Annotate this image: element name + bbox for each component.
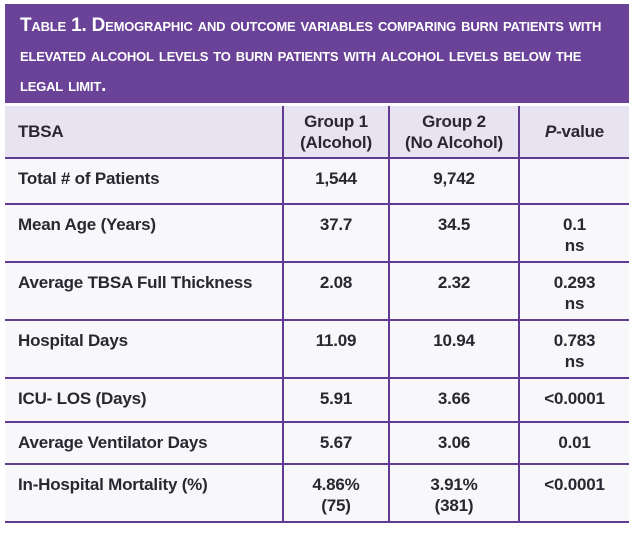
group1-value: 11.09: [283, 320, 389, 378]
column-header-group2: [389, 106, 519, 158]
group1-count: (75): [321, 496, 351, 515]
table-row: [5, 158, 629, 204]
table-row: [5, 320, 629, 378]
table-row: [5, 204, 629, 262]
table-row: [5, 262, 629, 320]
pvalue-cell: [519, 204, 629, 262]
row-label: Average Ventilator Days: [18, 433, 208, 452]
column-header-group2-line1: Group 2: [422, 111, 486, 131]
pvalue-value: [519, 158, 629, 204]
pvalue-significance-note: ns: [564, 236, 585, 255]
row-label: Average TBSA Full Thickness: [18, 273, 253, 292]
group2-value: 3.66: [389, 378, 519, 422]
pvalue-value: 0.1: [562, 215, 587, 234]
column-header-group1-line1: Group 1: [304, 111, 368, 131]
row-label: ICU- LOS (Days): [18, 389, 147, 408]
row-label: Total # of Patients: [18, 169, 160, 188]
column-header-pvalue: [519, 106, 629, 158]
pvalue-suffix: -value: [556, 122, 605, 141]
column-header-group2-line2: (No Alcohol): [404, 132, 503, 152]
row-label: Hospital Days: [18, 331, 128, 350]
group1-value-cell: [283, 464, 389, 522]
pvalue-significance-note: ns: [564, 294, 585, 313]
column-header-group1: [283, 106, 389, 158]
group2-value-cell: [389, 464, 519, 522]
group2-value: 9,742: [389, 158, 519, 204]
header-row: [5, 106, 629, 158]
group2-value: 2.32: [389, 262, 519, 320]
pvalue-cell: [519, 320, 629, 378]
pvalue-value: 0.01: [519, 422, 629, 464]
table-title-banner: [5, 4, 629, 103]
group2-count: (381): [434, 496, 474, 515]
group1-value: 1,544: [283, 158, 389, 204]
table-title: Table 1. Demographic and outcome variables comparing burn patients with elevated alcohol levels to burn patients with alcohol levels below the legal limit.: [20, 15, 602, 96]
pvalue-value: <0.0001: [519, 378, 629, 422]
pvalue-value: 0.293: [553, 273, 596, 292]
group2-value: 3.91%: [430, 475, 478, 494]
pvalue-value: <0.0001: [519, 464, 629, 522]
pvalue-italic-p: P: [544, 122, 557, 141]
data-table: [5, 106, 629, 523]
group1-value: 5.67: [283, 422, 389, 464]
group1-value: 37.7: [283, 204, 389, 262]
row-label: Mean Age (Years): [18, 215, 156, 234]
pvalue-cell: [519, 262, 629, 320]
table-row: [5, 378, 629, 422]
group2-value: 34.5: [389, 204, 519, 262]
group1-value: 5.91: [283, 378, 389, 422]
pvalue-value: 0.783: [553, 331, 596, 350]
column-header-tbsa: TBSA: [18, 122, 64, 141]
row-label: In-Hospital Mortality (%): [18, 475, 208, 494]
group2-value: 3.06: [389, 422, 519, 464]
table-row: [5, 422, 629, 464]
group1-value: 2.08: [283, 262, 389, 320]
column-header-group1-line2: (Alcohol): [300, 132, 372, 152]
pvalue-significance-note: ns: [564, 352, 585, 371]
group1-value: 4.86%: [312, 475, 360, 494]
group2-value: 10.94: [389, 320, 519, 378]
table-row: [5, 464, 629, 522]
